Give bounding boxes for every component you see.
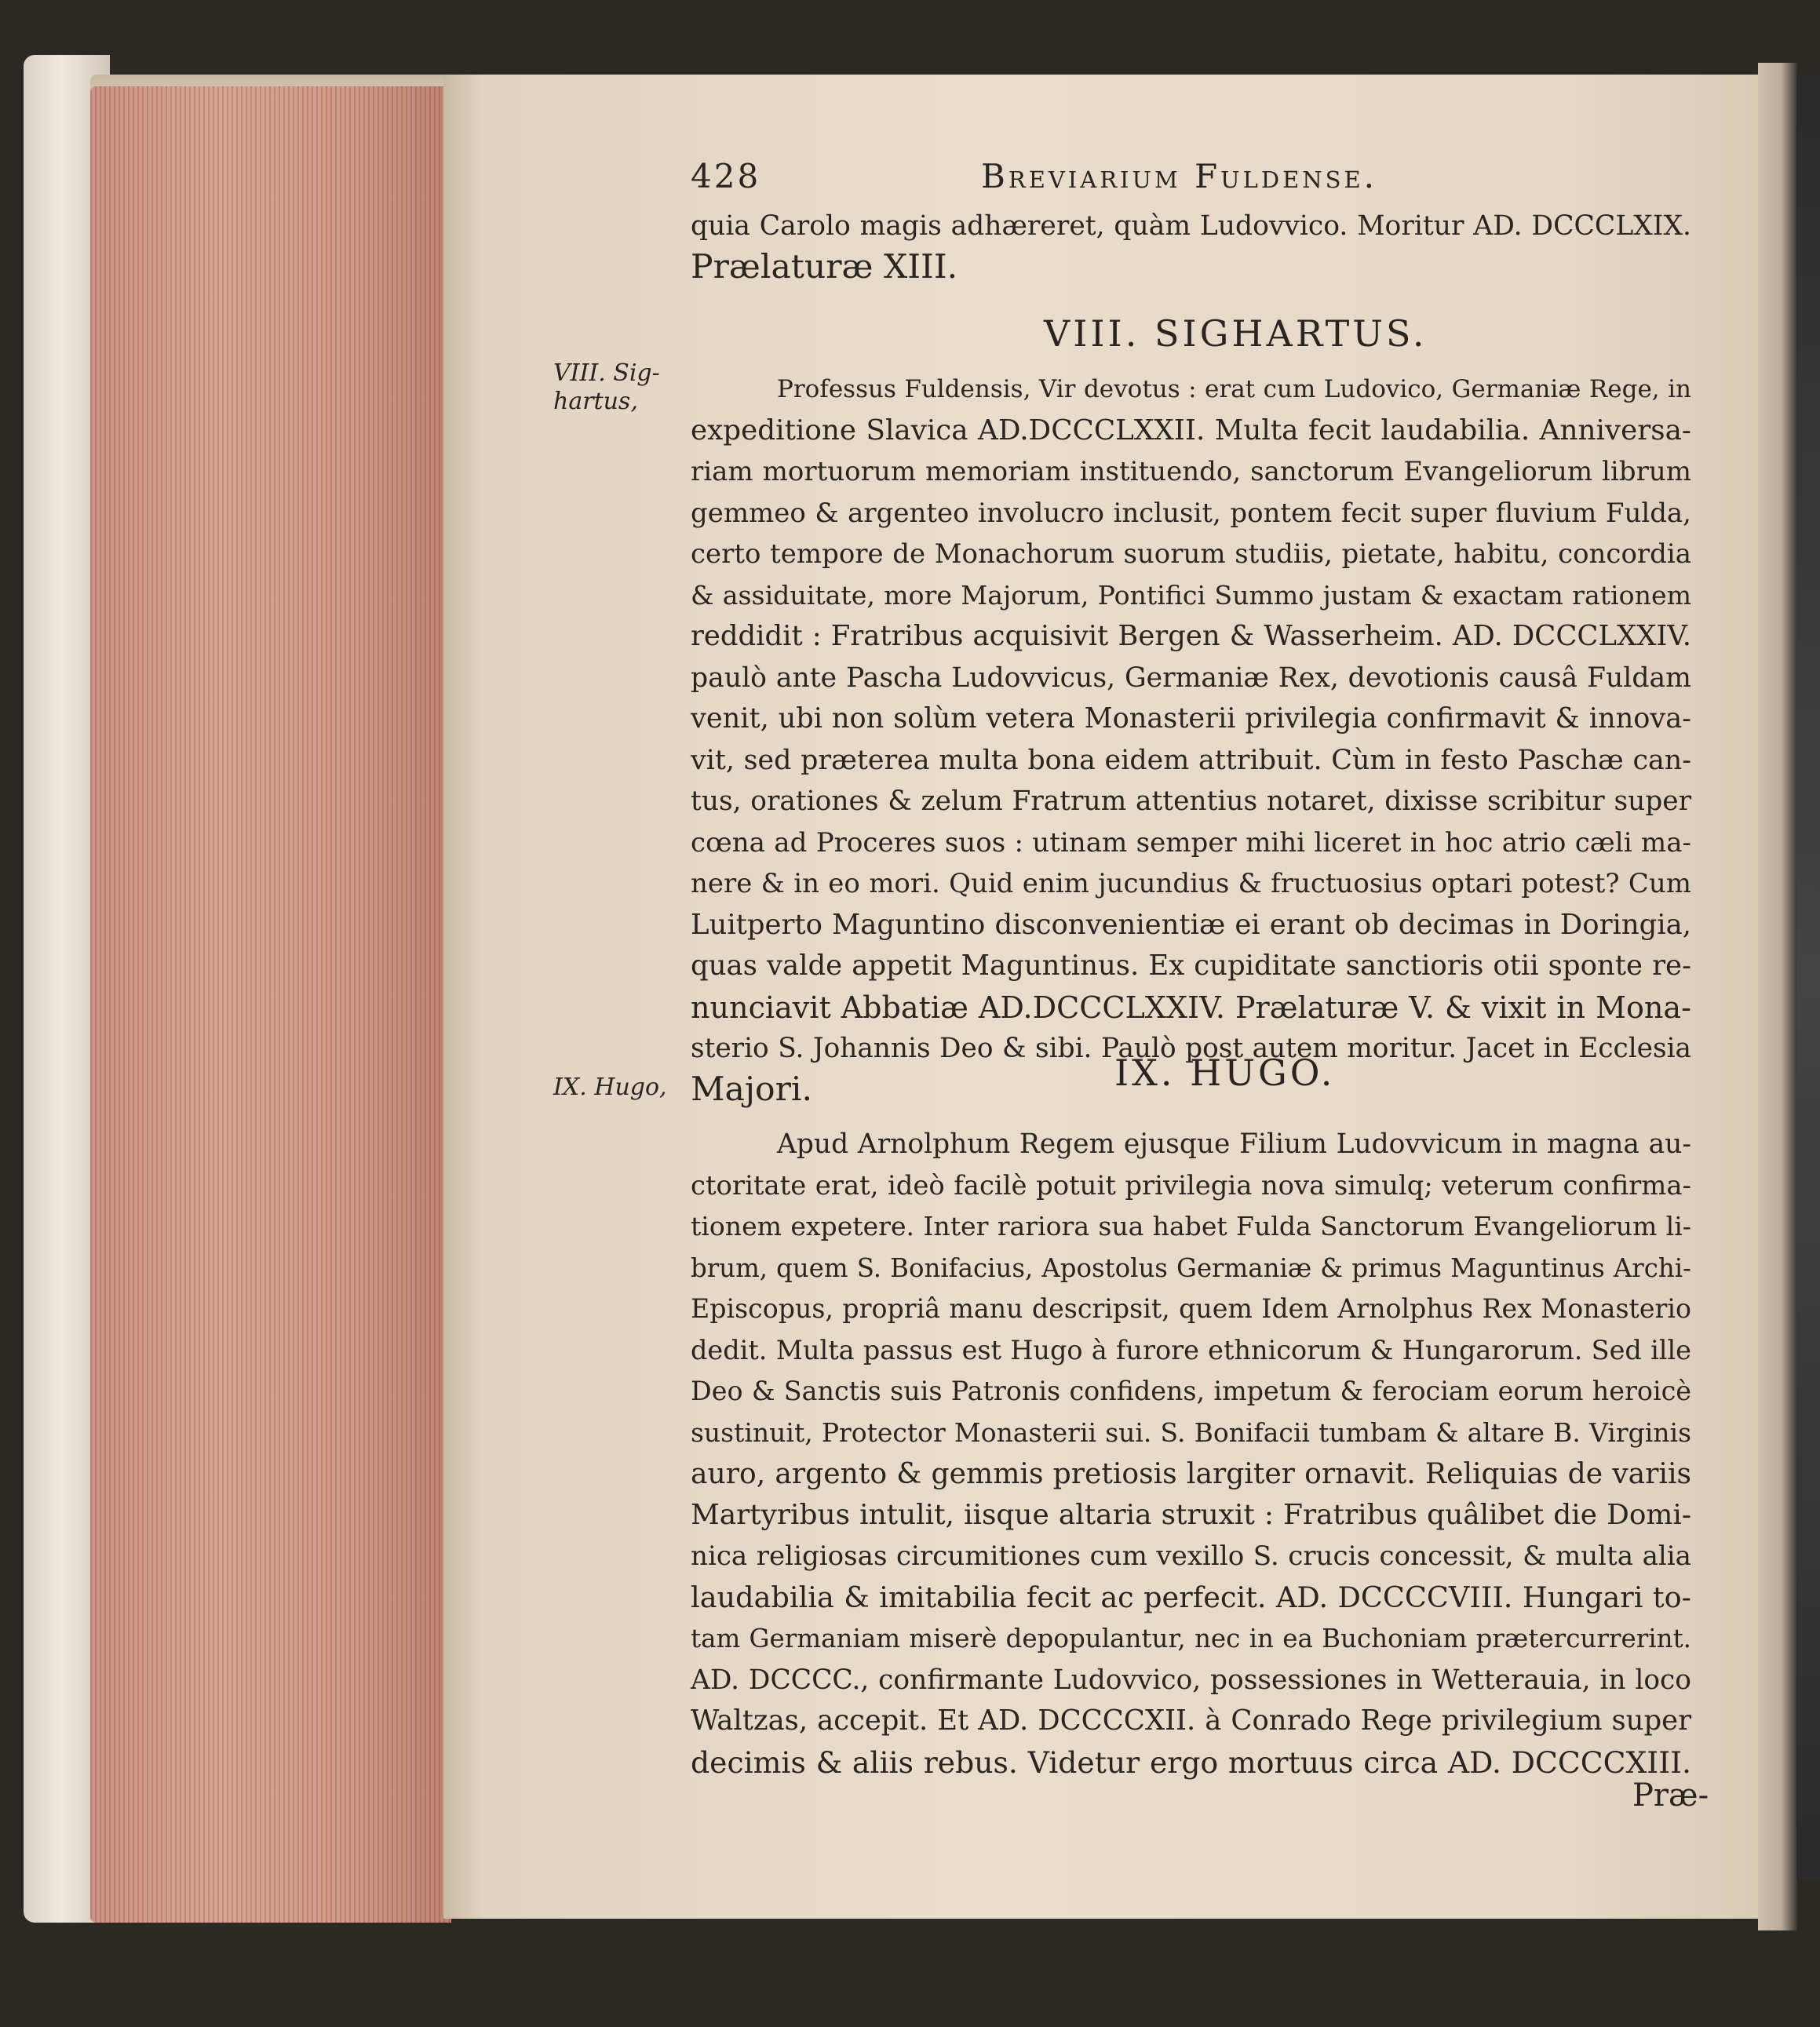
- margin-note-viii: [553, 359, 660, 416]
- text-line: nica religiosas circumitiones cum vexillo S. crucis concessit, & multa alia: [691, 1540, 1691, 1572]
- section-ix-body: [691, 1124, 1691, 1783]
- margin-note-line: hartus,: [553, 388, 638, 415]
- text-line: ctoritate erat, ideò facilè potuit privilegia nova simulq; veterum confirma-: [691, 1169, 1691, 1201]
- text-line: riam mortuorum memoriam instituendo, sanctorum Evangeliorum librum: [691, 456, 1691, 487]
- text-line: laudabilia & imitabilia fecit ac perfecit. AD. DCCCCVIII. Hungari to-: [691, 1580, 1691, 1614]
- text-line: quia Carolo magis adhæreret, quàm Ludovvico. Moritur AD. DCCCLXIX.: [691, 210, 1691, 242]
- section-heading-viii: VIII. SIGHARTUS.: [1044, 312, 1428, 355]
- text-line: auro, argento & gemmis pretiosis largiter ornavit. Reliquias de variis: [691, 1457, 1691, 1490]
- text-line: cœna ad Proceres suos : utinam semper mihi liceret in hoc atrio cæli ma-: [691, 826, 1691, 859]
- margin-note-line: IX. Hugo,: [553, 1074, 667, 1101]
- margin-note-ix: [553, 1074, 667, 1102]
- page-block-edges: [90, 86, 451, 1923]
- running-title: Breviarium Fuldense.: [981, 157, 1378, 195]
- text-line: venit, ubi non solùm vetera Monasterii privilegia confirmavit & innova-: [691, 702, 1691, 735]
- text-line: quas valde appetit Maguntinus. Ex cupiditate sanctioris otii sponte re-: [691, 950, 1691, 982]
- text-line: AD. DCCCC., confirmante Ludovvico, possessiones in Wetterauia, in loco: [691, 1664, 1691, 1696]
- text-line: expeditione Slavica AD.DCCCLXXII. Multa fecit laudabilia. Anniversa-: [691, 414, 1691, 447]
- text-line: reddidit : Fratribus acquisivit Bergen & Wasserheim. AD. DCCCLXXIV.: [691, 620, 1691, 652]
- margin-note-line: VIII. Sig-: [553, 359, 660, 387]
- text-line: tam Germaniam miserè depopulantur, nec in ea Buchoniam prætercurrerint.: [691, 1624, 1691, 1653]
- text-line: paulò ante Pascha Ludovvicus, Germaniæ Rex, devotionis causâ Fuldam: [691, 662, 1691, 694]
- text-line: Majori.: [691, 1070, 813, 1109]
- text-line: tionem expetere. Inter rariora sua habet Fulda Sanctorum Evangeliorum li-: [691, 1211, 1691, 1241]
- text-line: Prælaturæ XIII.: [691, 247, 958, 286]
- text-line: & assiduitate, more Majorum, Pontifici Summo justam & exactam rationem: [691, 579, 1691, 611]
- text-line: Episcopus, propriâ manu descripsit, quem Idem Arnolphus Rex Monasterio: [691, 1293, 1691, 1324]
- text-line: sterio S. Johannis Deo & sibi. Paulò post autem moritur. Jacet in Ecclesia: [691, 1033, 1691, 1064]
- opening-lines: [691, 206, 1691, 288]
- text-line: gemmeo & argenteo involucro inclusit, pontem fecit super fluvium Fulda,: [691, 497, 1691, 529]
- scan-color-bar: [1796, 75, 1820, 1879]
- text-line: sustinuit, Protector Monasterii sui. S. Bonifacii tumbam & altare B. Virginis: [691, 1416, 1691, 1448]
- text-line: brum, quem S. Bonifacius, Apostolus Germaniæ & primus Maguntinus Archi-: [691, 1252, 1691, 1283]
- facing-page-edge: [1758, 63, 1797, 1930]
- text-line: nunciavit Abbatiæ AD.DCCCLXXIV. Prælaturæ V. & vixit in Mona-: [691, 990, 1691, 1025]
- text-line: Luitperto Maguntino disconvenientiæ ei erant ob decimas in Doringia,: [691, 908, 1691, 941]
- text-line: vit, sed præterea multa bona eidem attribuit. Cùm in festo Paschæ can-: [691, 744, 1691, 776]
- text-line: dedit. Multa passus est Hugo à furore ethnicorum & Hungarorum. Sed ille: [691, 1334, 1691, 1365]
- text-line: Martyribus intulit, iisque altaria struxit : Fratribus quâlibet die Domi-: [691, 1498, 1691, 1531]
- running-header: [691, 157, 1711, 204]
- text-line: Professus Fuldensis, Vir devotus : erat cum Ludovico, Germaniæ Rege, in: [777, 375, 1691, 403]
- section-viii-body: [691, 369, 1691, 1110]
- page-number: 428: [691, 157, 761, 195]
- text-line: Apud Arnolphum Regem ejusque Filium Ludovvicum in magna au-: [777, 1128, 1691, 1160]
- text-line: Deo & Sanctis suis Patronis confidens, impetum & ferociam eorum heroicè: [691, 1376, 1691, 1406]
- section-heading-ix: IX. HUGO.: [1114, 1052, 1336, 1094]
- text-line: nere & in eo mori. Quid enim jucundius & fructuosius optari potest? Cum: [691, 868, 1691, 899]
- text-line: tus, orationes & zelum Fratrum attentius notaret, dixisse scribitur super: [691, 786, 1691, 817]
- text-line: decimis & aliis rebus. Videtur ergo mortuus circa AD. DCCCCXIII.: [691, 1744, 1691, 1780]
- text-line: certo tempore de Monachorum suorum studiis, pietate, habitu, concordia: [691, 538, 1691, 570]
- catchword: Præ-: [1632, 1777, 1709, 1814]
- text-line: Waltzas, accepit. Et AD. DCCCCXII. à Conrado Rege privilegium super: [691, 1704, 1691, 1737]
